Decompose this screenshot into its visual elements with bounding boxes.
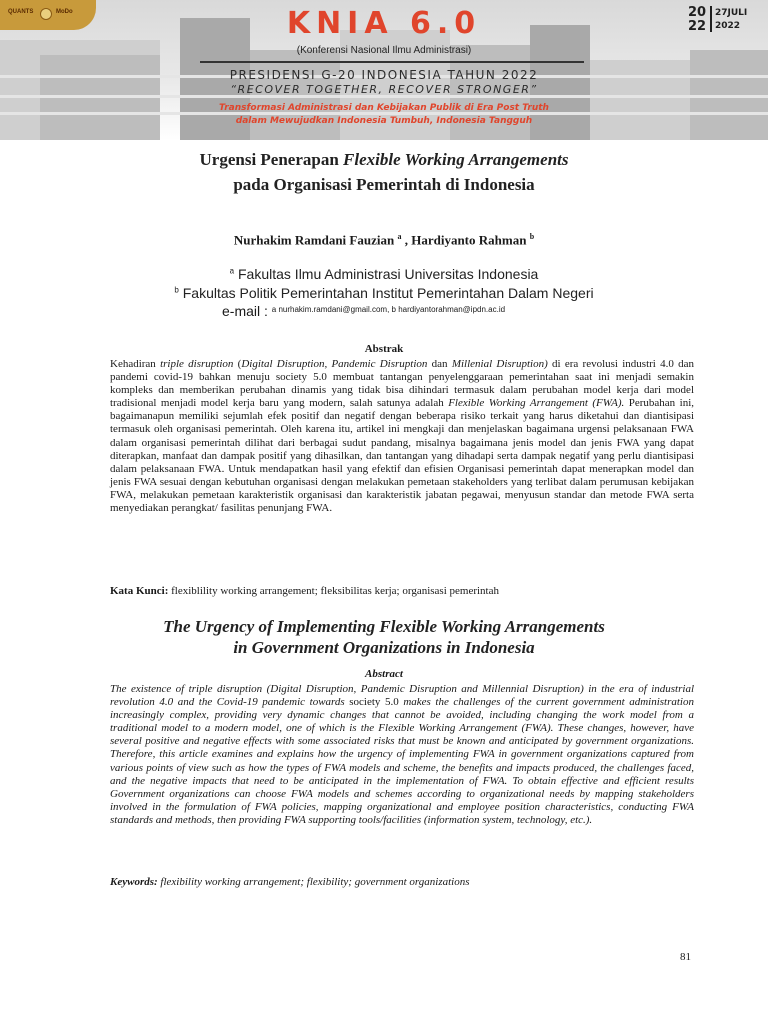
abstrak-text: dan [427,358,452,370]
keywords [110,876,694,888]
email-label: e-mail : [222,303,272,319]
abstrak-paragraph [110,358,694,515]
theme-line-1: Transformasi Administrasi dan Kebijakan Publik di Era Post Truth [219,103,549,113]
date-year-top: 20 [688,5,707,20]
header-divider [200,61,584,63]
keywords-label: Keywords: [110,876,158,888]
affiliation-b [0,285,768,301]
authors [0,232,768,248]
paper-title-en-line2: in Government Organizations in Indonesia [233,638,535,657]
author-name: Hardiyanto Rahman [411,232,527,248]
kata-kunci-label: Kata Kunci: [110,585,169,597]
date-year: 2022 [715,21,741,31]
abstrak-text: ( [233,358,242,370]
abstrak-italic: Flexible Working Arrangement (FWA). [448,397,625,410]
theme-line-2: dalam Mewujudkan Indonesia Tumbuh, Indonesia Tangguh [235,116,533,126]
abstrak-italic: triple disruption [160,358,234,370]
affiliation-text: Fakultas Ilmu Administrasi Universitas Indonesia [234,266,539,282]
abstract-paragraph [110,683,694,827]
abstrak-italic: Millenial Disruption) [451,358,548,370]
author-superscript: b [529,232,535,241]
presidency-line: PRESIDENSI G-20 INDONESIA TAHUN 2022 [229,68,539,82]
paper-title-id-line2: pada Organisasi Pemerintah di Indonesia [233,175,535,194]
affiliation-a [0,266,768,282]
title-id-italic: Flexible Working Arrangements [343,150,569,169]
keywords-text: flexibility working arrangement; flexibility; government organizations [157,876,470,888]
conference-title: KNIA 6.0 [286,6,482,41]
conference-date [688,4,746,34]
date-day: 27JULI [715,8,748,18]
abstrak-heading: Abstrak [364,343,404,355]
abstract-plain: society 5.0 [349,696,399,709]
affiliation-marker: a [229,266,235,276]
email-line [222,303,505,319]
kata-kunci-text: flexiblility working arrangement; fleksibilitas kerja; organisasi pemerintah [168,585,499,597]
author-name: Nurhakim Ramdani Fauzian [233,232,395,248]
author-separator: , [401,232,412,248]
abstrak-text: Kehadiran [110,358,161,370]
date-divider [710,6,712,32]
paper-title-en: The Urgency of Implementing Flexible Working Arrangements [163,617,605,636]
email-addresses[interactable]: a nurhakim.ramdani@gmail.com, b hardiyantorahman@ipdn.ac.id [271,305,506,314]
logo-modo: MoDo [56,9,73,15]
abstrak-text: Perubahan ini, bagaimanapun memiliki sejumlah efek positif dan negatif dengan beberapa risiko terkait yang harus diketahui dan diantisipasi termasuk oleh organisasi pemerintah. Oleh karena itu, artikel ini mengkaji dan menjelaskan bagaimana urgensi pelaksanaan FWA dalam organisasi pemerintah dilihat dari berbagai sudut pandang, misalnya bagaimana jenis model dan jenis FWA yang dapat diterapkan, manfaat dan dampak positif yang dihasilkan, dan tantangan yang dihadapi serta dampak negatif yang perlu diantisipasi dalam pelaksanaan FWA. Untuk mendapatkan hasil yang efektif dan efisien Organisasi pemerintah dapat menerapkan model dan jenis FWA sesuai dengan kebutuhan organisasi dengan melakukan pemetaan stakeholders yang terlibat dalam perumusan kebijakan FWA, melakukan pemetaan karakteristik organisasi dan karakteristik jabatan pegawai, menyusun standar dan metode FWA serta menyediakan perangkat/ fasilitas penunjang FWA. [110,397,695,515]
abstract-text: The existence of triple disruption (Digital Disruption, Pandemic Disruption and Millennial Disruption) in the era of industrial revolution 4.0 and the Covid-19 pandemic towards [110,683,694,709]
abstrak-italic: Digital Disruption, Pandemic Disruption [241,358,428,370]
abstract-text: makes the challenges of the current government administration increasingly complex, providing very dynamic changes that cannot be avoided, including changing the work model from a traditional model to a modern model, one of which is the Flexible Working Arrangement (FWA). These changes, however, have several positive and negative effects with some associated risks that must be known and anticipated by government organizations. Therefore, this article examines and explains how the urgency of implementing FWA in government organizations captured from various points of view such as how the types of FWA models and scheme, the benefits and impacts produced, the challenges faced, and the negative impacts that need to be anticipated in the implementation of FWA. To obtain effective and efficient results Government organizations can choose FWA models and schemes according to organizational needs by mapping stakeholders involved in the formulation of FWA policies, mapping organizational and employee position characteristics, conducting FWA standards and methods, then providing FWA supporting tools/facilities (information system, technology, etc.). [110,696,694,826]
title-id-prefix: Urgensi Penerapan [199,150,344,169]
logo-quants: QUANTS [8,9,34,15]
conference-subtitle: (Konferensi Nasional Ilmu Administrasi) [296,45,472,56]
kata-kunci [110,585,694,597]
abstrak-text: di era revolusi industri 4.0 dan pandemi covid-19 bahkan menuju society 5.0 membuat tantangan penyelenggaraan pemerintahan saat ini menjadi semakin kompleks dan memberikan perubahan dinamis yang tidak bisa dihindari termasuk dalam perubahan model kerja dari model tradisional menjadi model kerja baru yang modern, salah satunya adalah [110,358,695,410]
header-banner [0,0,768,140]
slogan-line: “RECOVER TOGETHER, RECOVER STRONGER” [230,83,538,96]
paper-title-id [0,150,768,170]
page-number: 81 [680,951,691,963]
date-year-bottom: 22 [688,19,707,34]
abstract-heading: Abstract [365,668,403,680]
affiliation-marker: b [174,285,179,295]
author-superscript: a [397,232,402,241]
affiliation-text: Fakultas Politik Pemerintahan Institut Pemerintahan Dalam Negeri [178,285,594,301]
